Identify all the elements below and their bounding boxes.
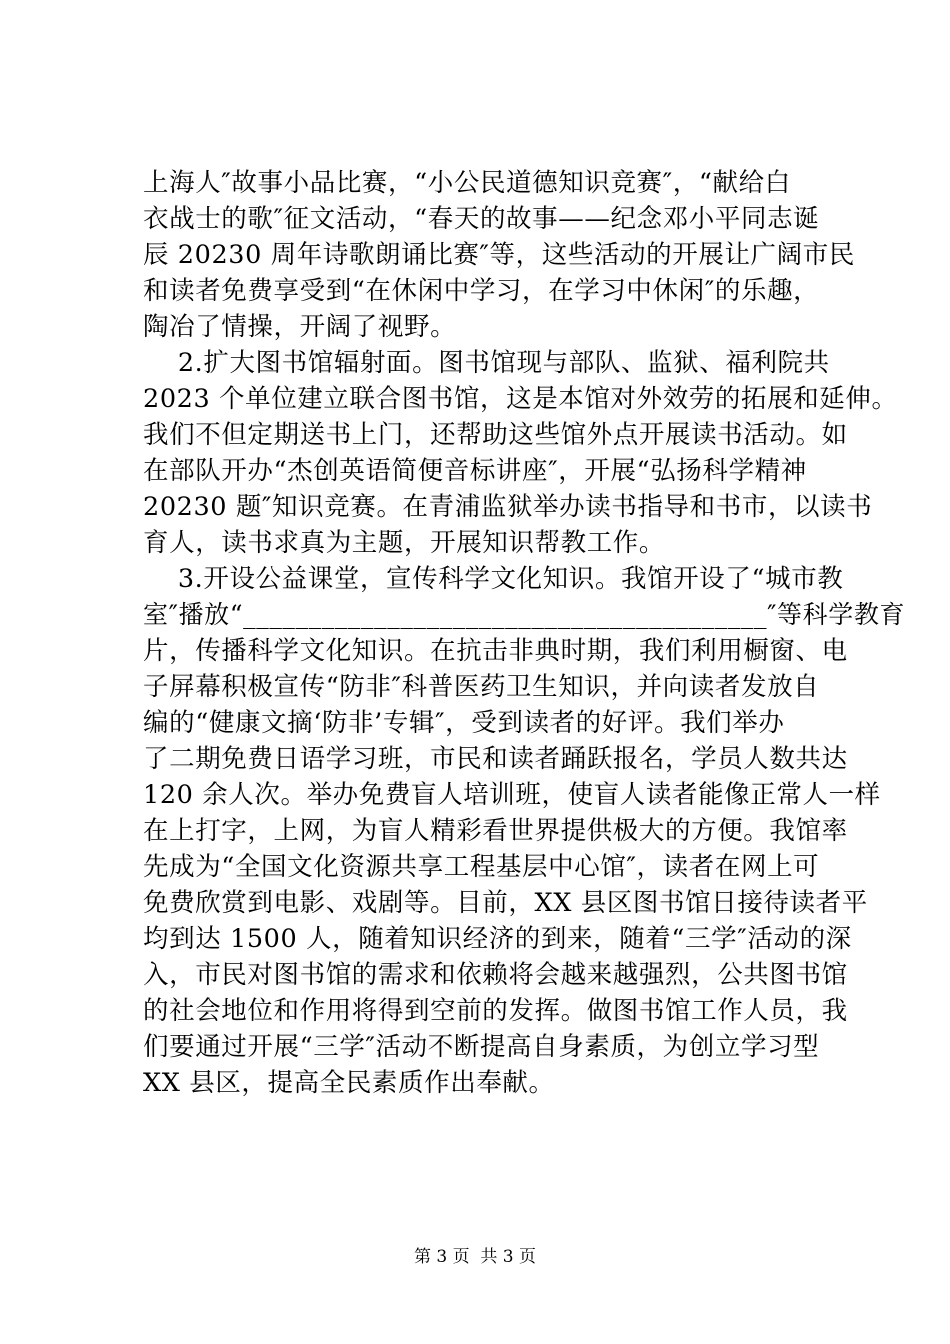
body-text-line: 陶冶了情操，开阔了视野。 [143,312,457,342]
body-text-line: 入，市民对图书馆的需求和依赖将会越来越强烈，公共图书馆 [143,960,848,990]
body-text-line: 片，传播科学文化知识。在抗击非典时期，我们利用橱窗、电 [143,636,848,666]
body-text-line: 先成为“全国文化资源共享工程基层中心馆″，读者在网上可 [143,852,820,882]
body-text-line: 我们不但定期送书上门，还帮助这些馆外点开展读书活动。如 [143,420,848,450]
body-text-line: XX 县区，提高全民素质作出奉献。 [143,1068,555,1098]
body-text-line: 辰 20230 周年诗歌朗诵比赛″等，这些活动的开展让广阔市民 [143,240,855,270]
body-text-line: 室″播放“________________________________________″等科学教育 [143,600,906,629]
body-text-line: 3.开设公益课堂，宣传科学文化知识。我馆开设了“城市教 [143,564,844,594]
body-text-line: 2.扩大图书馆辐射面。图书馆现与部队、监狱、福利院共 [143,348,830,378]
body-text-line: 20230 题″知识竞赛。在青浦监狱举办读书指导和书市，以读书 [143,492,873,522]
body-text-line: 子屏幕积极宣传“防非″科普医药卫生知识，并向读者发放自 [143,672,820,702]
body-text-line: 了二期免费日语学习班，市民和读者踊跃报名，学员人数共达 [143,744,848,774]
body-text-line: 和读者免费享受到“在休闲中学习，在学习中休闲″的乐趣， [143,276,820,306]
body-text-line: 免费欣赏到电影、戏剧等。目前，XX 县区图书馆日接待读者平 [143,888,868,918]
body-text-line: 们要通过开展“三学″活动不断提高自身素质，为创立学习型 [143,1032,820,1062]
body-text-line: 编的“健康文摘‘防非’专辑″，受到读者的好评。我们举办 [143,708,785,738]
body-text-line: 2023 个单位建立联合图书馆，这是本馆对外效劳的拓展和延伸。 [143,384,898,414]
body-text-line: 的社会地位和作用将得到空前的发挥。做图书馆工作人员，我 [143,996,848,1026]
page-number-footer: 第 3 页 共 3 页 [413,1247,537,1267]
body-text-line: 均到达 1500 人，随着知识经济的到来，随着“三学″活动的深 [143,924,852,954]
body-text-line: 120 余人次。举办免费盲人培训班，使盲人读者能像正常人一样 [143,780,881,810]
body-text-line: 上海人″故事小品比赛，“小公民道德知识竞赛″，“献给白 [143,168,791,198]
body-text-line: 育人，读书求真为主题，开展知识帮教工作。 [143,528,666,558]
body-text-line: 在上打字，上网，为盲人精彩看世界提供极大的方便。我馆率 [143,816,848,846]
body-text-line: 在部队开办“杰创英语简便音标讲座″，开展“弘扬科学精神 [143,456,807,486]
body-text-line: 衣战士的歌″征文活动，“春天的故事——纪念邓小平同志诞 [143,204,820,234]
